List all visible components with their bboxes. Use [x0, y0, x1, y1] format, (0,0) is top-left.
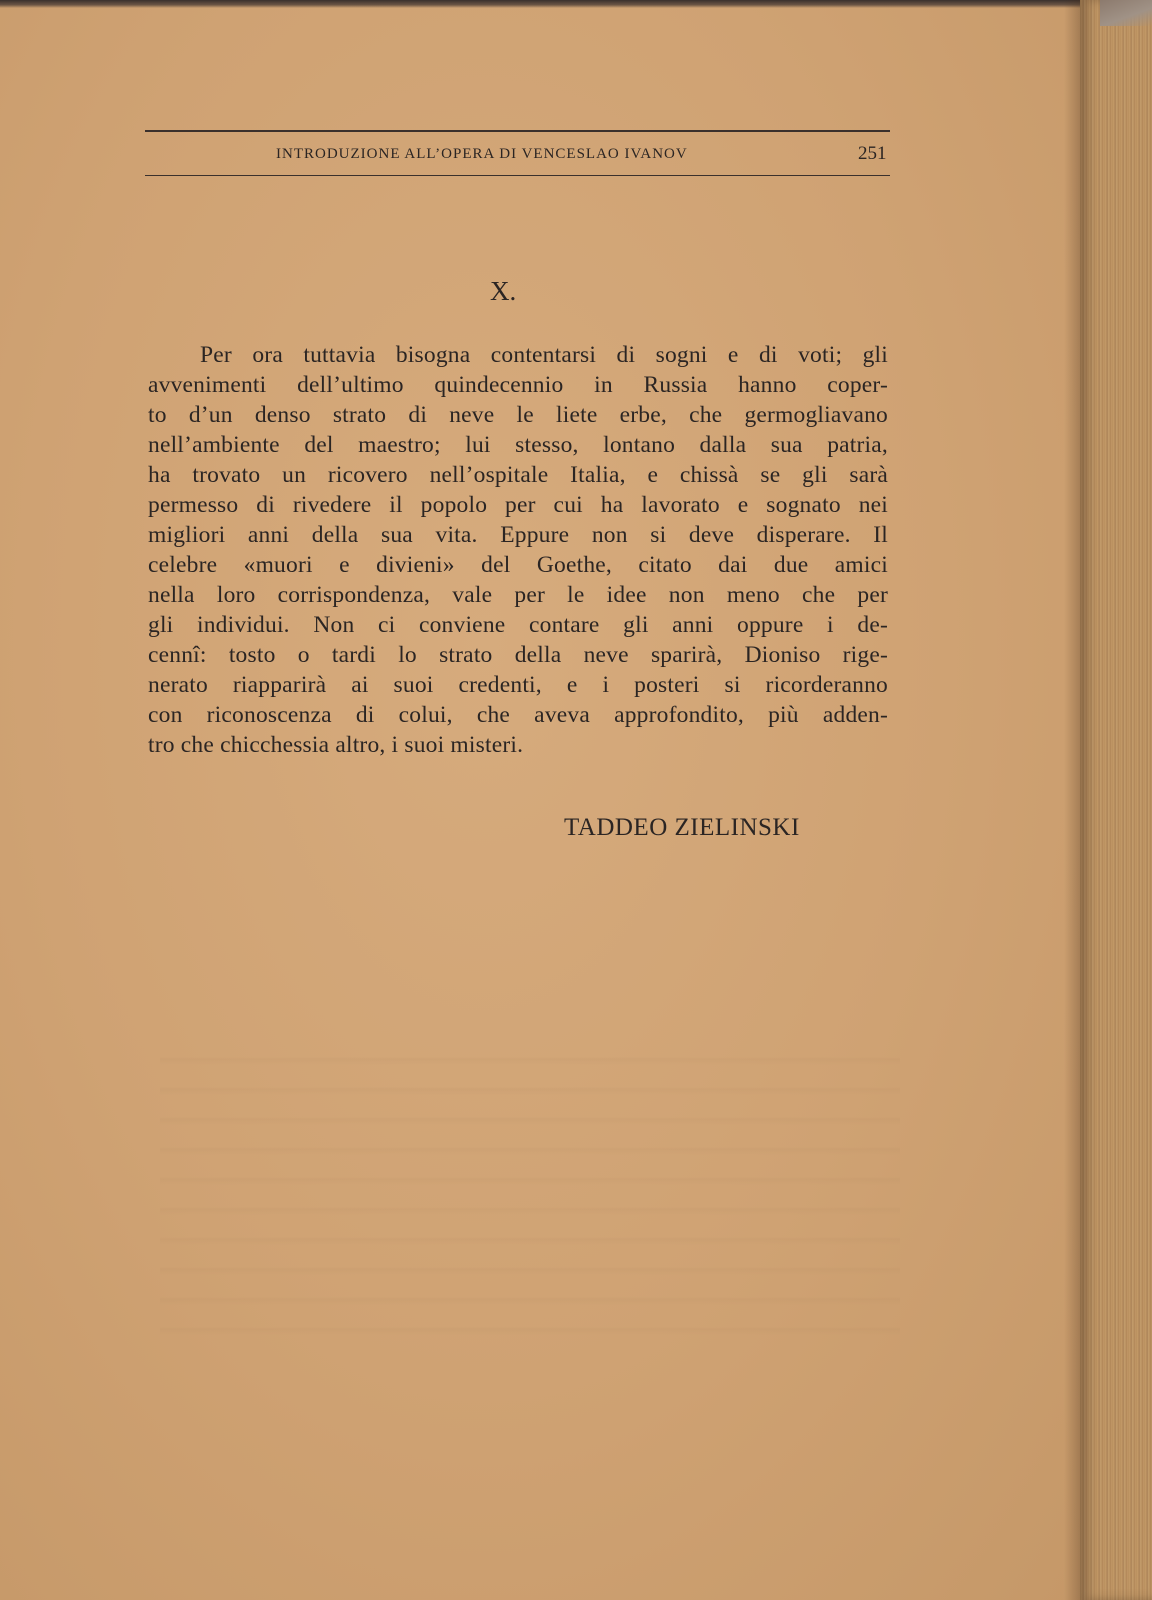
page-corner — [1100, 0, 1152, 26]
section-heading: X. — [490, 276, 517, 306]
text-line: nerato riapparirà ai suoi credenti, e i posteri si ricorderanno — [148, 672, 888, 698]
page-number: 251 — [858, 143, 887, 164]
text-line: nella loro corrispondenza, vale per le idee non meno che per — [148, 582, 888, 608]
header-top-rule — [145, 130, 890, 132]
text-line: con riconoscenza di colui, che aveva approfondito, più adden- — [148, 702, 888, 728]
text-line: to d’un denso strato di neve le liete erbe, che germogliavano — [148, 402, 888, 428]
text-line: celebre «muori e divieni» del Goethe, citato dai due amici — [148, 552, 888, 578]
author-signature: TADDEO ZIELINSKI — [564, 814, 800, 841]
header-bottom-rule — [145, 175, 890, 176]
body-paragraph — [148, 340, 888, 760]
text-line: nell’ambiente del maestro; lui stesso, lontano dalla sua patria, — [148, 432, 888, 458]
page-top-edge — [0, 0, 1080, 8]
text-line: gli individui. Non ci conviene contare gli anni oppure i de- — [148, 612, 888, 638]
running-head-title: INTRODUZIONE ALL’OPERA DI VENCESLAO IVANOV — [276, 146, 688, 162]
text-line: ha trovato un ricovero nell’ospitale Italia, e chissà se gli sarà — [148, 462, 888, 488]
text-line: cennî: tosto o tardi lo strato della neve sparirà, Dioniso rige- — [148, 642, 888, 668]
text-line: Per ora tuttavia bisogna contentarsi di sogni e di voti; gli — [200, 342, 888, 368]
text-line: migliori anni della sua vita. Eppure non si deve disperare. Il — [148, 522, 888, 548]
book-fore-edge — [1080, 0, 1152, 1600]
text-line: tro che chicchessia altro, i suoi misteri. — [148, 732, 524, 758]
text-line: permesso di rivedere il popolo per cui ha lavorato e sognato nei — [148, 492, 888, 518]
text-line: avvenimenti dell’ultimo quindecennio in Russia hanno coper- — [148, 372, 888, 398]
